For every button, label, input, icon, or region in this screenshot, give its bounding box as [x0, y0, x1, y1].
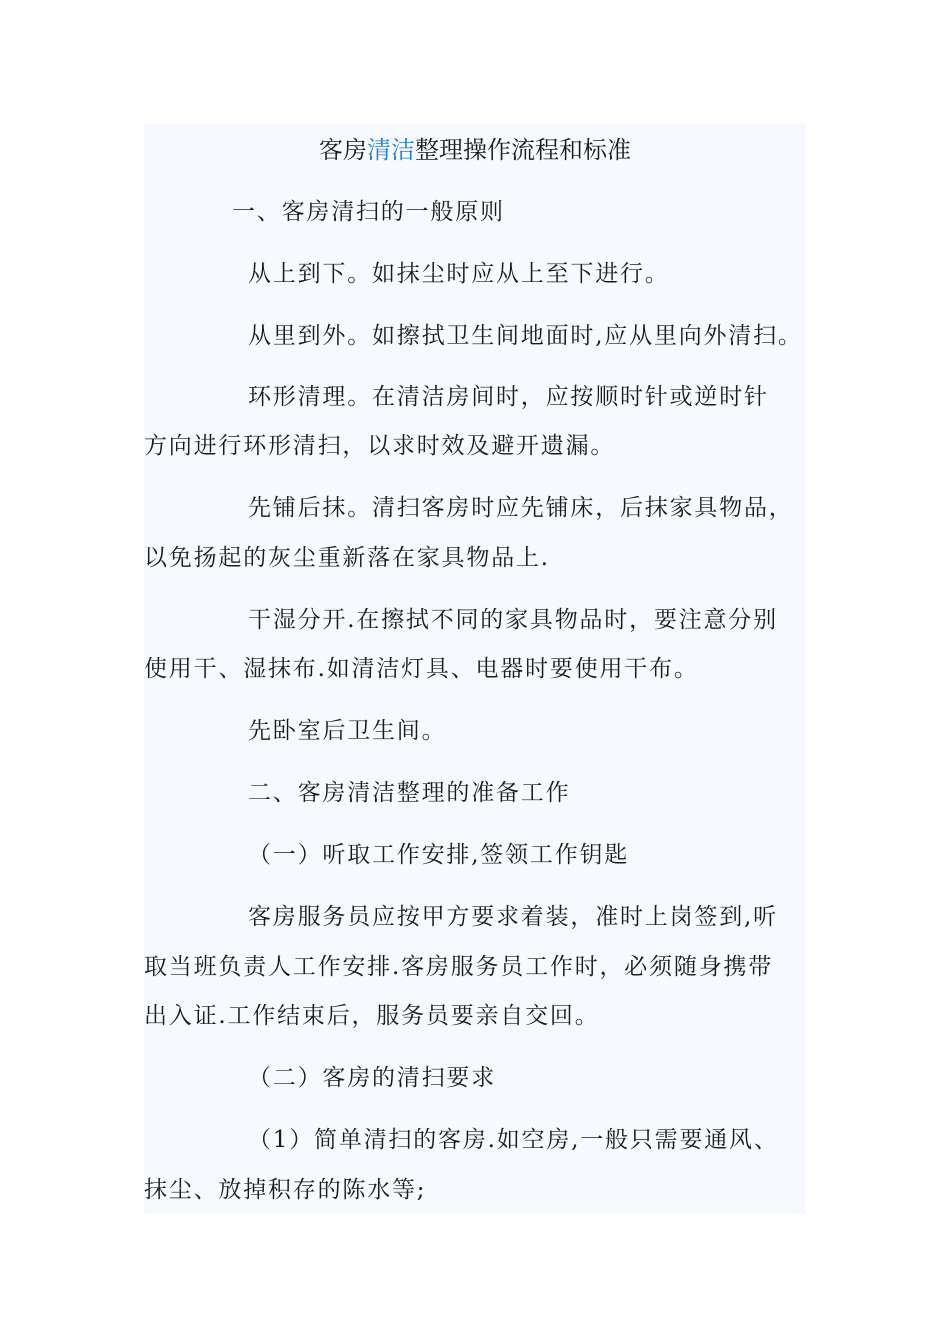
paragraph-line: 以免扬起的灰尘重新落在家具物品上.: [144, 545, 550, 571]
subsection-heading: （一）听取工作安排,签领工作钥匙: [248, 842, 630, 868]
paragraph-line: 使用干、湿抹布.如清洁灯具、电器时要使用干布。: [144, 656, 699, 682]
paragraph-line: （1）简单清扫的客房.如空房,一般只需要通风、: [248, 1127, 779, 1153]
paragraph-line: 方向进行环形清扫，以求时效及避开遗漏。: [144, 433, 616, 459]
title-part-2: 整理操作流程和标准: [415, 136, 631, 164]
section-heading-2: 二、客房清洁整理的准备工作: [248, 780, 571, 806]
paragraph-line: 从上到下。如抹尘时应从上至下进行。: [248, 261, 670, 287]
paragraph-line: 取当班负责人工作安排.客房服务员工作时，必须随身携带: [144, 954, 774, 980]
paragraph-line: 出入证.工作结束后，服务员要亲自交回。: [144, 1003, 600, 1029]
paragraph-line: 环形清理。在清洁房间时，应按顺时针或逆时针: [248, 384, 769, 410]
paragraph-line: 先卧室后卫生间。: [248, 718, 447, 744]
title-part-1: 客房: [319, 136, 367, 164]
paragraph-line: 先铺后抹。清扫客房时应先铺床，后抹家具物品，: [248, 495, 794, 521]
paragraph-line: 抹尘、放掉积存的陈水等;: [144, 1177, 427, 1203]
document-page: [144, 124, 806, 1214]
subsection-heading: （二）客房的清扫要求: [248, 1065, 496, 1091]
paragraph-line: 干湿分开.在擦拭不同的家具物品时，要注意分别: [248, 607, 778, 633]
paragraph-line: 客房服务员应按甲方要求着装，准时上岗签到,听: [248, 904, 778, 930]
title-highlight: 清洁: [367, 136, 415, 164]
section-heading-1: 一、客房清扫的一般原则: [232, 199, 505, 225]
document-title: [144, 134, 806, 166]
paragraph-line: 从里到外。如擦拭卫生间地面时,应从里向外清扫。: [248, 323, 803, 349]
